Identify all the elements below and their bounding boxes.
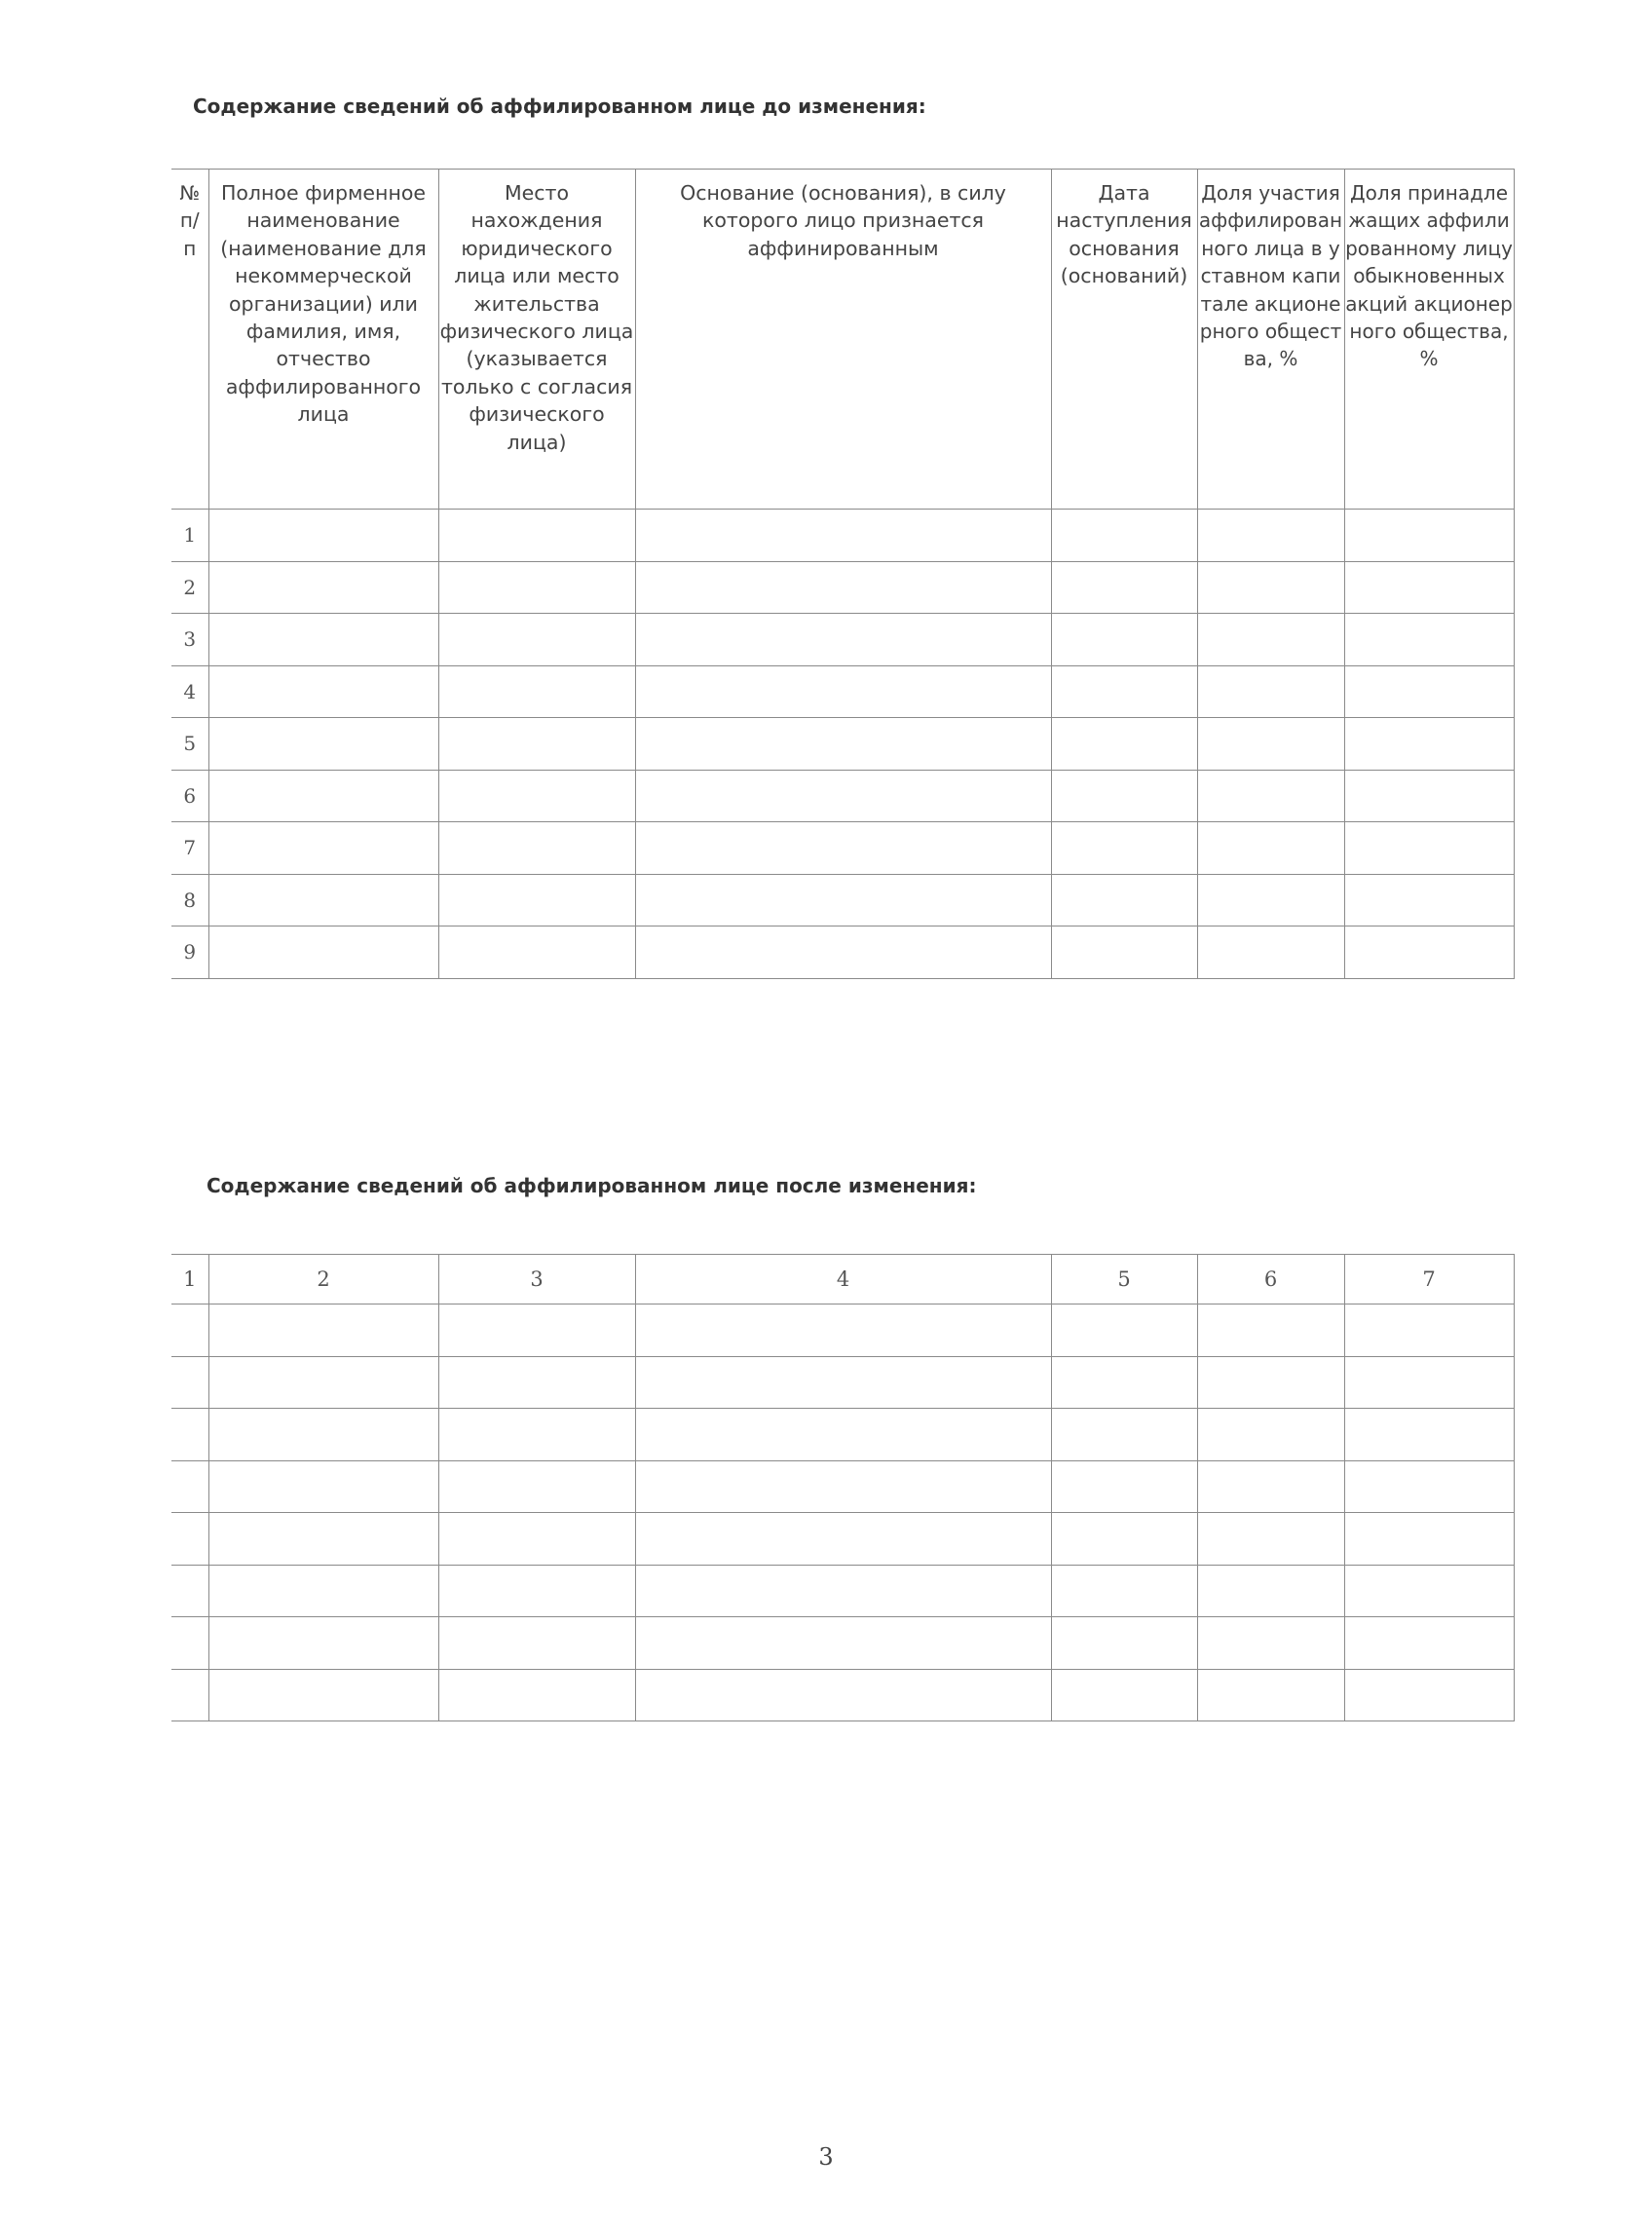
empty-cell (635, 614, 1051, 666)
empty-cell (635, 874, 1051, 926)
row-number: 3 (171, 614, 208, 666)
empty-cell (635, 1409, 1051, 1461)
empty-cell (1344, 614, 1514, 666)
table-row (171, 1669, 1514, 1721)
table-row (171, 1565, 1514, 1617)
table-row (171, 926, 1514, 979)
row-number: 9 (171, 926, 208, 979)
empty-cell (1197, 1356, 1344, 1409)
empty-cell (208, 614, 438, 666)
empty-cell (1344, 1305, 1514, 1357)
table-row (171, 665, 1514, 718)
row-number: 8 (171, 874, 208, 926)
empty-cell (1344, 1617, 1514, 1670)
empty-cell (1197, 561, 1344, 614)
empty-cell (1197, 1565, 1344, 1617)
empty-cell (1051, 1460, 1197, 1513)
empty-cell (438, 1513, 635, 1566)
empty-cell (208, 561, 438, 614)
column-number: 4 (635, 1255, 1051, 1305)
empty-cell (208, 1617, 438, 1670)
empty-cell (1344, 665, 1514, 718)
empty-cell (1344, 770, 1514, 822)
empty-cell (438, 1356, 635, 1409)
table-row (171, 770, 1514, 822)
empty-cell (1051, 1513, 1197, 1566)
empty-cell (438, 1460, 635, 1513)
empty-cell (208, 510, 438, 562)
empty-cell (1051, 822, 1197, 875)
empty-cell (635, 1617, 1051, 1670)
empty-cell (438, 822, 635, 875)
empty-cell (438, 1617, 635, 1670)
empty-cell (1197, 822, 1344, 875)
empty-cell (208, 1356, 438, 1409)
column-number: 5 (1051, 1255, 1197, 1305)
empty-cell (1051, 561, 1197, 614)
empty-cell (438, 718, 635, 771)
empty-cell (1344, 1460, 1514, 1513)
empty-cell (1344, 718, 1514, 771)
table-row (171, 614, 1514, 666)
empty-cell (1344, 510, 1514, 562)
table-row (171, 1356, 1514, 1409)
col-header-number: № п/ п (171, 170, 208, 510)
empty-cell (438, 1409, 635, 1461)
col-header-name: Полное фирменное наименование (наименование для некоммерческой организации) или фамилия, имя, отчество аффилированного лица (208, 170, 438, 510)
row-number: 1 (171, 510, 208, 562)
empty-cell (208, 926, 438, 979)
empty-cell (438, 1669, 635, 1721)
col-header-share-capital: Доля участия аффилированного лица в уставном капитале акционерного общества, % (1197, 170, 1344, 510)
col-header-location: Место нахождения юридического лица или место жительства физического лица (указывается только с согласия физического лица) (438, 170, 635, 510)
table-after-change (171, 1254, 1515, 1721)
table-header-row (171, 170, 1514, 510)
empty-cell (1344, 1356, 1514, 1409)
empty-cell (438, 665, 635, 718)
empty-cell (1051, 770, 1197, 822)
empty-cell (438, 1565, 635, 1617)
empty-cell (171, 1513, 208, 1566)
empty-cell (635, 561, 1051, 614)
section-after-title: Содержание сведений об аффилированном лице после изменения: (206, 1174, 977, 1197)
table-row (171, 1460, 1514, 1513)
empty-cell (208, 770, 438, 822)
table-row (171, 822, 1514, 875)
empty-cell (208, 1669, 438, 1721)
empty-cell (1197, 614, 1344, 666)
empty-cell (1197, 1617, 1344, 1670)
empty-cell (1344, 1565, 1514, 1617)
column-number: 2 (208, 1255, 438, 1305)
empty-cell (171, 1669, 208, 1721)
empty-cell (1344, 1409, 1514, 1461)
empty-cell (1197, 1513, 1344, 1566)
empty-cell (208, 822, 438, 875)
col-header-date: Дата наступления основания (оснований) (1051, 170, 1197, 510)
empty-cell (635, 770, 1051, 822)
table-row (171, 1617, 1514, 1670)
empty-cell (1197, 718, 1344, 771)
column-number: 3 (438, 1255, 635, 1305)
empty-cell (438, 510, 635, 562)
empty-cell (1051, 1356, 1197, 1409)
empty-cell (1344, 1513, 1514, 1566)
column-number: 6 (1197, 1255, 1344, 1305)
empty-cell (208, 1565, 438, 1617)
empty-cell (1197, 770, 1344, 822)
row-number: 7 (171, 822, 208, 875)
empty-cell (1051, 665, 1197, 718)
empty-cell (1051, 614, 1197, 666)
page-number: 3 (818, 2143, 834, 2171)
empty-cell (635, 1669, 1051, 1721)
empty-cell (438, 561, 635, 614)
empty-cell (1197, 874, 1344, 926)
empty-cell (1197, 1669, 1344, 1721)
empty-cell (1197, 1460, 1344, 1513)
empty-cell (635, 718, 1051, 771)
empty-cell (438, 770, 635, 822)
empty-cell (1344, 926, 1514, 979)
empty-cell (1051, 1565, 1197, 1617)
empty-cell (1197, 1409, 1344, 1461)
empty-cell (438, 1305, 635, 1357)
row-number: 5 (171, 718, 208, 771)
empty-cell (171, 1305, 208, 1357)
empty-cell (438, 874, 635, 926)
empty-cell (1051, 1409, 1197, 1461)
empty-cell (208, 1460, 438, 1513)
empty-cell (208, 1513, 438, 1566)
empty-cell (1344, 874, 1514, 926)
empty-cell (1197, 510, 1344, 562)
empty-cell (1344, 822, 1514, 875)
empty-cell (171, 1617, 208, 1670)
empty-cell (208, 874, 438, 926)
empty-cell (1051, 1305, 1197, 1357)
empty-cell (1344, 1669, 1514, 1721)
empty-cell (1051, 510, 1197, 562)
empty-cell (208, 1305, 438, 1357)
table-row (171, 561, 1514, 614)
empty-cell (1051, 926, 1197, 979)
empty-cell (1197, 926, 1344, 979)
row-number: 4 (171, 665, 208, 718)
empty-cell (635, 822, 1051, 875)
empty-cell (171, 1460, 208, 1513)
empty-cell (171, 1356, 208, 1409)
empty-cell (635, 1305, 1051, 1357)
empty-cell (1051, 718, 1197, 771)
empty-cell (635, 1513, 1051, 1566)
section-before-title: Содержание сведений об аффилированном лице до изменения: (193, 95, 926, 118)
empty-cell (635, 1356, 1051, 1409)
empty-cell (1344, 561, 1514, 614)
empty-cell (635, 665, 1051, 718)
empty-cell (635, 926, 1051, 979)
table-row (171, 1305, 1514, 1357)
empty-cell (438, 926, 635, 979)
empty-cell (1197, 665, 1344, 718)
empty-cell (635, 510, 1051, 562)
col-header-basis: Основание (основания), в силу которого лицо признается аффинированным (635, 170, 1051, 510)
table-row (171, 1409, 1514, 1461)
empty-cell (438, 614, 635, 666)
column-number: 1 (171, 1255, 208, 1305)
row-number: 2 (171, 561, 208, 614)
empty-cell (635, 1565, 1051, 1617)
table-before-change (171, 169, 1515, 979)
row-number: 6 (171, 770, 208, 822)
empty-cell (1051, 874, 1197, 926)
table-row (171, 718, 1514, 771)
table-row (171, 510, 1514, 562)
empty-cell (171, 1565, 208, 1617)
column-number-row (171, 1255, 1514, 1305)
empty-cell (208, 718, 438, 771)
empty-cell (1051, 1617, 1197, 1670)
empty-cell (1197, 1305, 1344, 1357)
col-header-share-stock: Доля принадлежащих аффилированному лицу обыкновенных акций акционерного общества, % (1344, 170, 1514, 510)
column-number: 7 (1344, 1255, 1514, 1305)
empty-cell (635, 1460, 1051, 1513)
table-row (171, 1513, 1514, 1566)
table-row (171, 874, 1514, 926)
empty-cell (171, 1409, 208, 1461)
empty-cell (1051, 1669, 1197, 1721)
empty-cell (208, 665, 438, 718)
empty-cell (208, 1409, 438, 1461)
